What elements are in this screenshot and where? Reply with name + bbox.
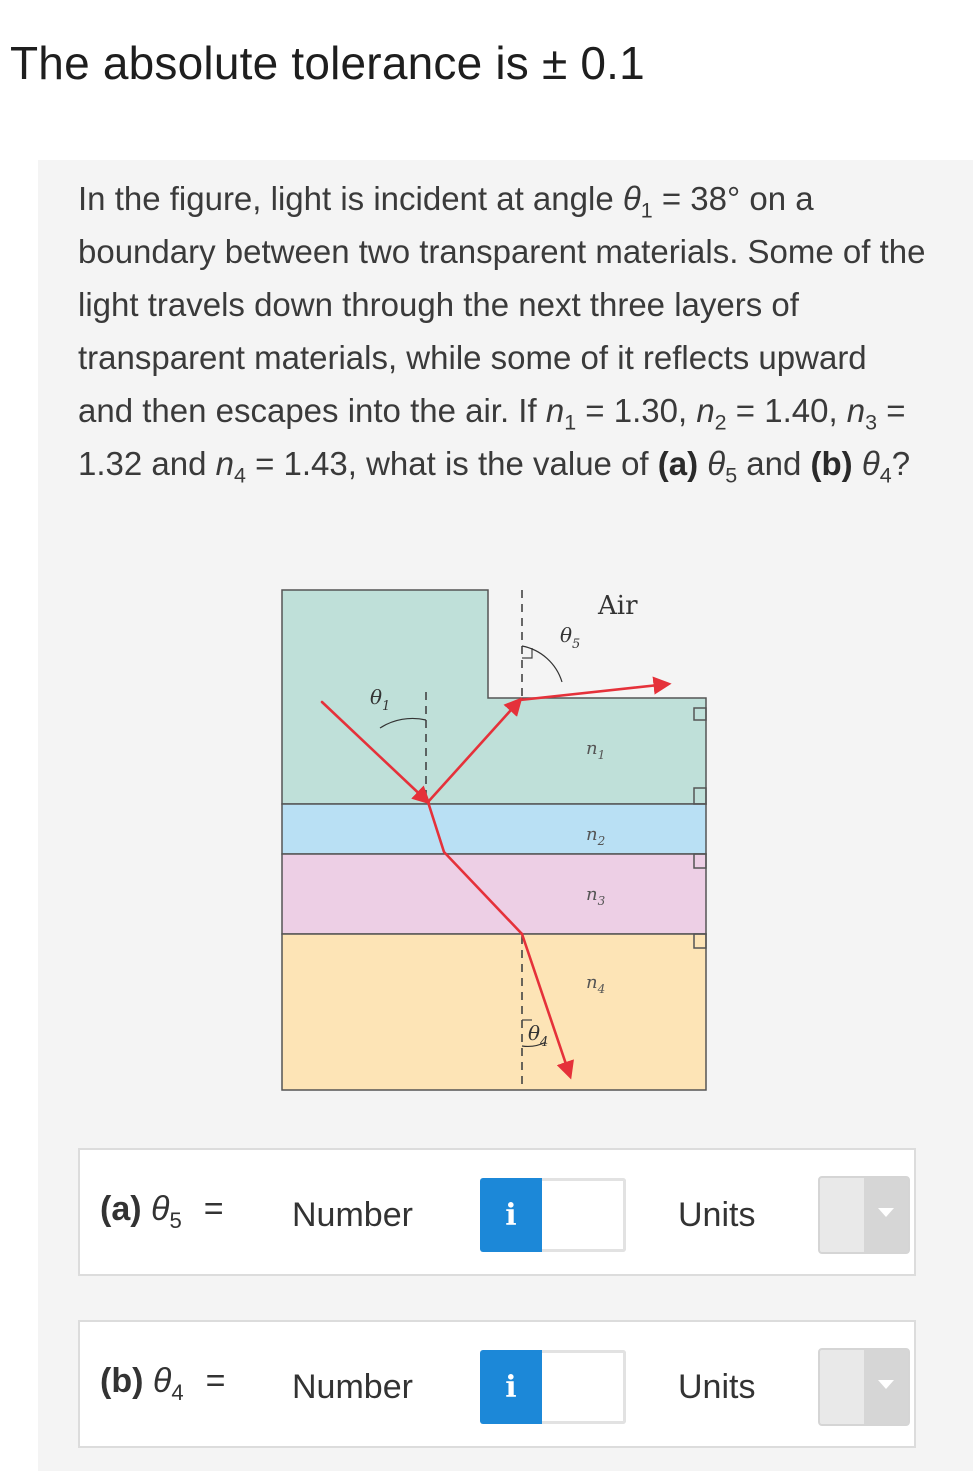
answer-a-label: (a) $\theta_5$ =	[100, 1190, 224, 1233]
theta1-label: $\theta_1$	[370, 685, 391, 714]
units-label-a: Units	[678, 1196, 756, 1234]
question-text: In the figure, light is incident at angle $\theta_1 = 38^\circ$ on a boundary between two transparent materials. Some of the light travels down through the next three layers of transparent materials, while some of it reflects upward and then escapes into the air. If $n_1 = 1.30$, $n_2 = 1.40$, $n_3 = 1.32$ and $n_4 = 1.43$, what is the value of (a) $\theta_5$ and (b) $\theta_4$?	[78, 180, 926, 488]
refraction-figure	[270, 580, 720, 1100]
info-icon[interactable]: i	[480, 1178, 542, 1252]
answer-b-label: (b) $\theta_4$ =	[100, 1362, 226, 1405]
units-dropdown-a[interactable]	[818, 1176, 910, 1254]
chevron-down-icon	[878, 1380, 894, 1389]
number-label-b: Number	[292, 1368, 413, 1406]
answer-row-a	[78, 1148, 916, 1276]
chevron-down-icon	[878, 1208, 894, 1217]
theta4-label: $\theta_4$	[528, 1021, 549, 1050]
layer-n3	[282, 854, 706, 934]
n4-label: $n_4$	[586, 972, 606, 996]
number-input-b[interactable]	[542, 1350, 626, 1424]
theta5-label: $\theta_5$	[560, 623, 581, 652]
layer-n1	[282, 590, 706, 804]
layer-n2	[282, 804, 706, 854]
n1-label: $n_1$	[586, 738, 606, 762]
info-icon[interactable]: i	[480, 1350, 542, 1424]
tolerance-text: The absolute tolerance is ± 0.1	[10, 37, 645, 89]
air-label: Air	[598, 591, 638, 621]
units-label-b: Units	[678, 1368, 756, 1406]
n2-label: $n_2$	[586, 824, 606, 848]
units-dropdown-b[interactable]	[818, 1348, 910, 1426]
n3-label: $n_3$	[586, 884, 606, 908]
number-label-a: Number	[292, 1196, 413, 1234]
number-input-a[interactable]	[542, 1178, 626, 1252]
answer-row-b	[78, 1320, 916, 1448]
layer-n4	[282, 934, 706, 1090]
